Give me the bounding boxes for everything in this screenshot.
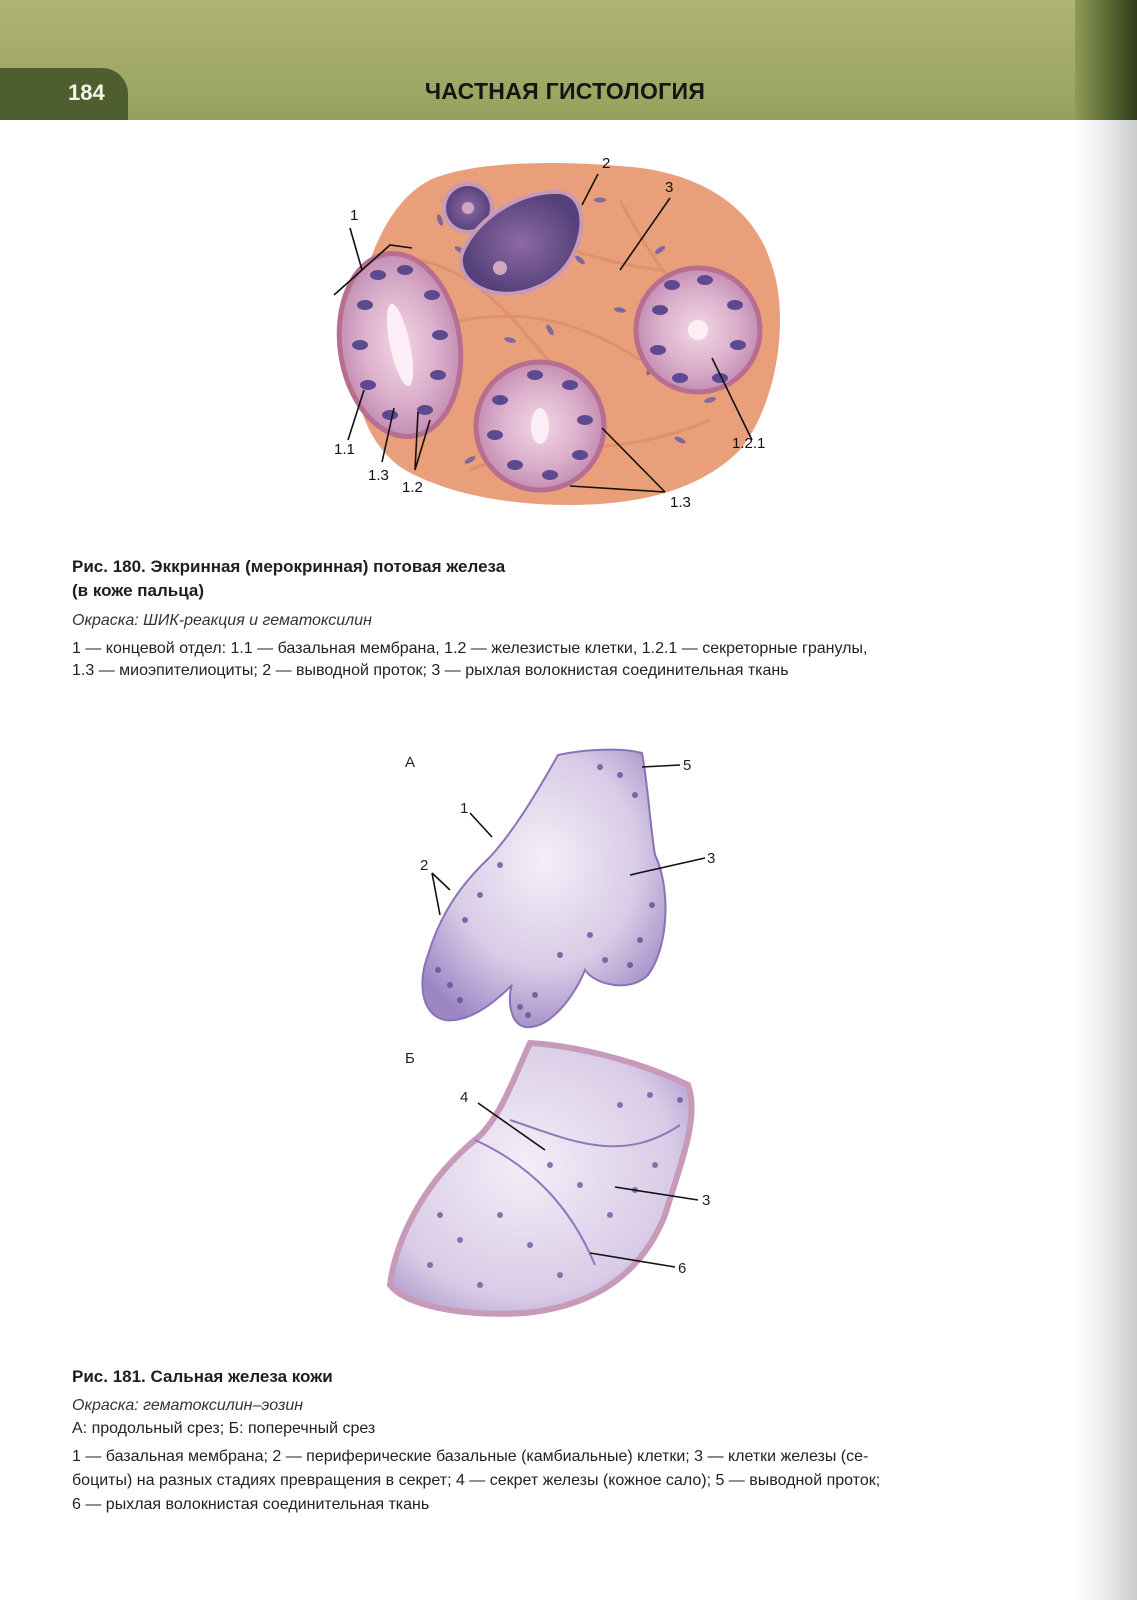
figure-180-illustration <box>320 140 800 530</box>
fig181-title: Рис. 181. Сальная железа кожи <box>72 1367 333 1386</box>
fig180-stain: Окраска: ШИК-реакция и гематоксилин <box>72 612 372 629</box>
fig180-label-1-3-right: 1.3 <box>670 494 691 511</box>
sebaceous-gland-transverse <box>390 1043 692 1314</box>
fig180-label-3: 3 <box>665 179 674 196</box>
fig181-stain: Окраска: гематоксилин–эозин <box>72 1397 304 1414</box>
fig180-label-1-1: 1.1 <box>334 441 355 458</box>
fig180-title-line1: Рис. 180. Эккринная (мерокринная) потовая железа <box>72 557 506 576</box>
fig180-label-1-2-1: 1.2.1 <box>732 435 766 452</box>
fig181-legend-line2: боциты) на разных стадиях превращения в секрет; 4 — секрет железы (кожное сало); 5 — выводной проток; <box>72 1472 881 1489</box>
page-gutter-shadow-top <box>1075 0 1137 120</box>
fig181-a-label-3: 3 <box>707 850 716 867</box>
fig181-legend-line1: 1 — базальная мембрана; 2 — периферические базальные (камбиальные) клетки; 3 — клетки железы (се- <box>72 1448 869 1465</box>
fig181-legend-line3: 6 — рыхлая волокнистая соединительная ткань <box>72 1496 430 1513</box>
fig180-legend-line1: 1 — концевой отдел: 1.1 — базальная мембрана, 1.2 — железистые клетки, 1.2.1 — секреторные гранулы, <box>72 640 868 657</box>
fig181-b-label-6: 6 <box>678 1260 687 1277</box>
figure-181-illustration <box>380 745 740 1335</box>
sebaceous-gland-longitudinal <box>422 750 665 1028</box>
fig180-label-2: 2 <box>602 155 611 172</box>
fig181-a-label-1: 1 <box>460 800 469 817</box>
fig181-a-label-5: 5 <box>683 757 692 774</box>
fig180-label-1-2: 1.2 <box>402 479 423 496</box>
running-title: ЧАСТНАЯ ГИСТОЛОГИЯ <box>424 78 706 104</box>
fig180-label-1: 1 <box>350 207 359 224</box>
fig181-panel-a-letter: А <box>405 754 416 771</box>
page-number: 184 <box>68 80 105 105</box>
fig181-panel-b-letter: Б <box>405 1050 415 1067</box>
fig180-title-line2: (в коже пальца) <box>72 581 205 600</box>
page-number-tab <box>0 68 128 120</box>
page-gutter-shadow <box>1075 0 1137 1600</box>
fig181-a-label-2: 2 <box>420 857 429 874</box>
fig180-label-1-3-left: 1.3 <box>368 467 389 484</box>
fig181-b-label-3: 3 <box>702 1192 711 1209</box>
fig181-b-label-4: 4 <box>460 1089 469 1106</box>
fig180-legend-line2: 1.3 — миоэпителиоциты; 2 — выводной проток; 3 — рыхлая волокнистая соединительная ткань <box>72 662 789 679</box>
fig181-sections: А: продольный срез; Б: поперечный срез <box>72 1420 376 1437</box>
